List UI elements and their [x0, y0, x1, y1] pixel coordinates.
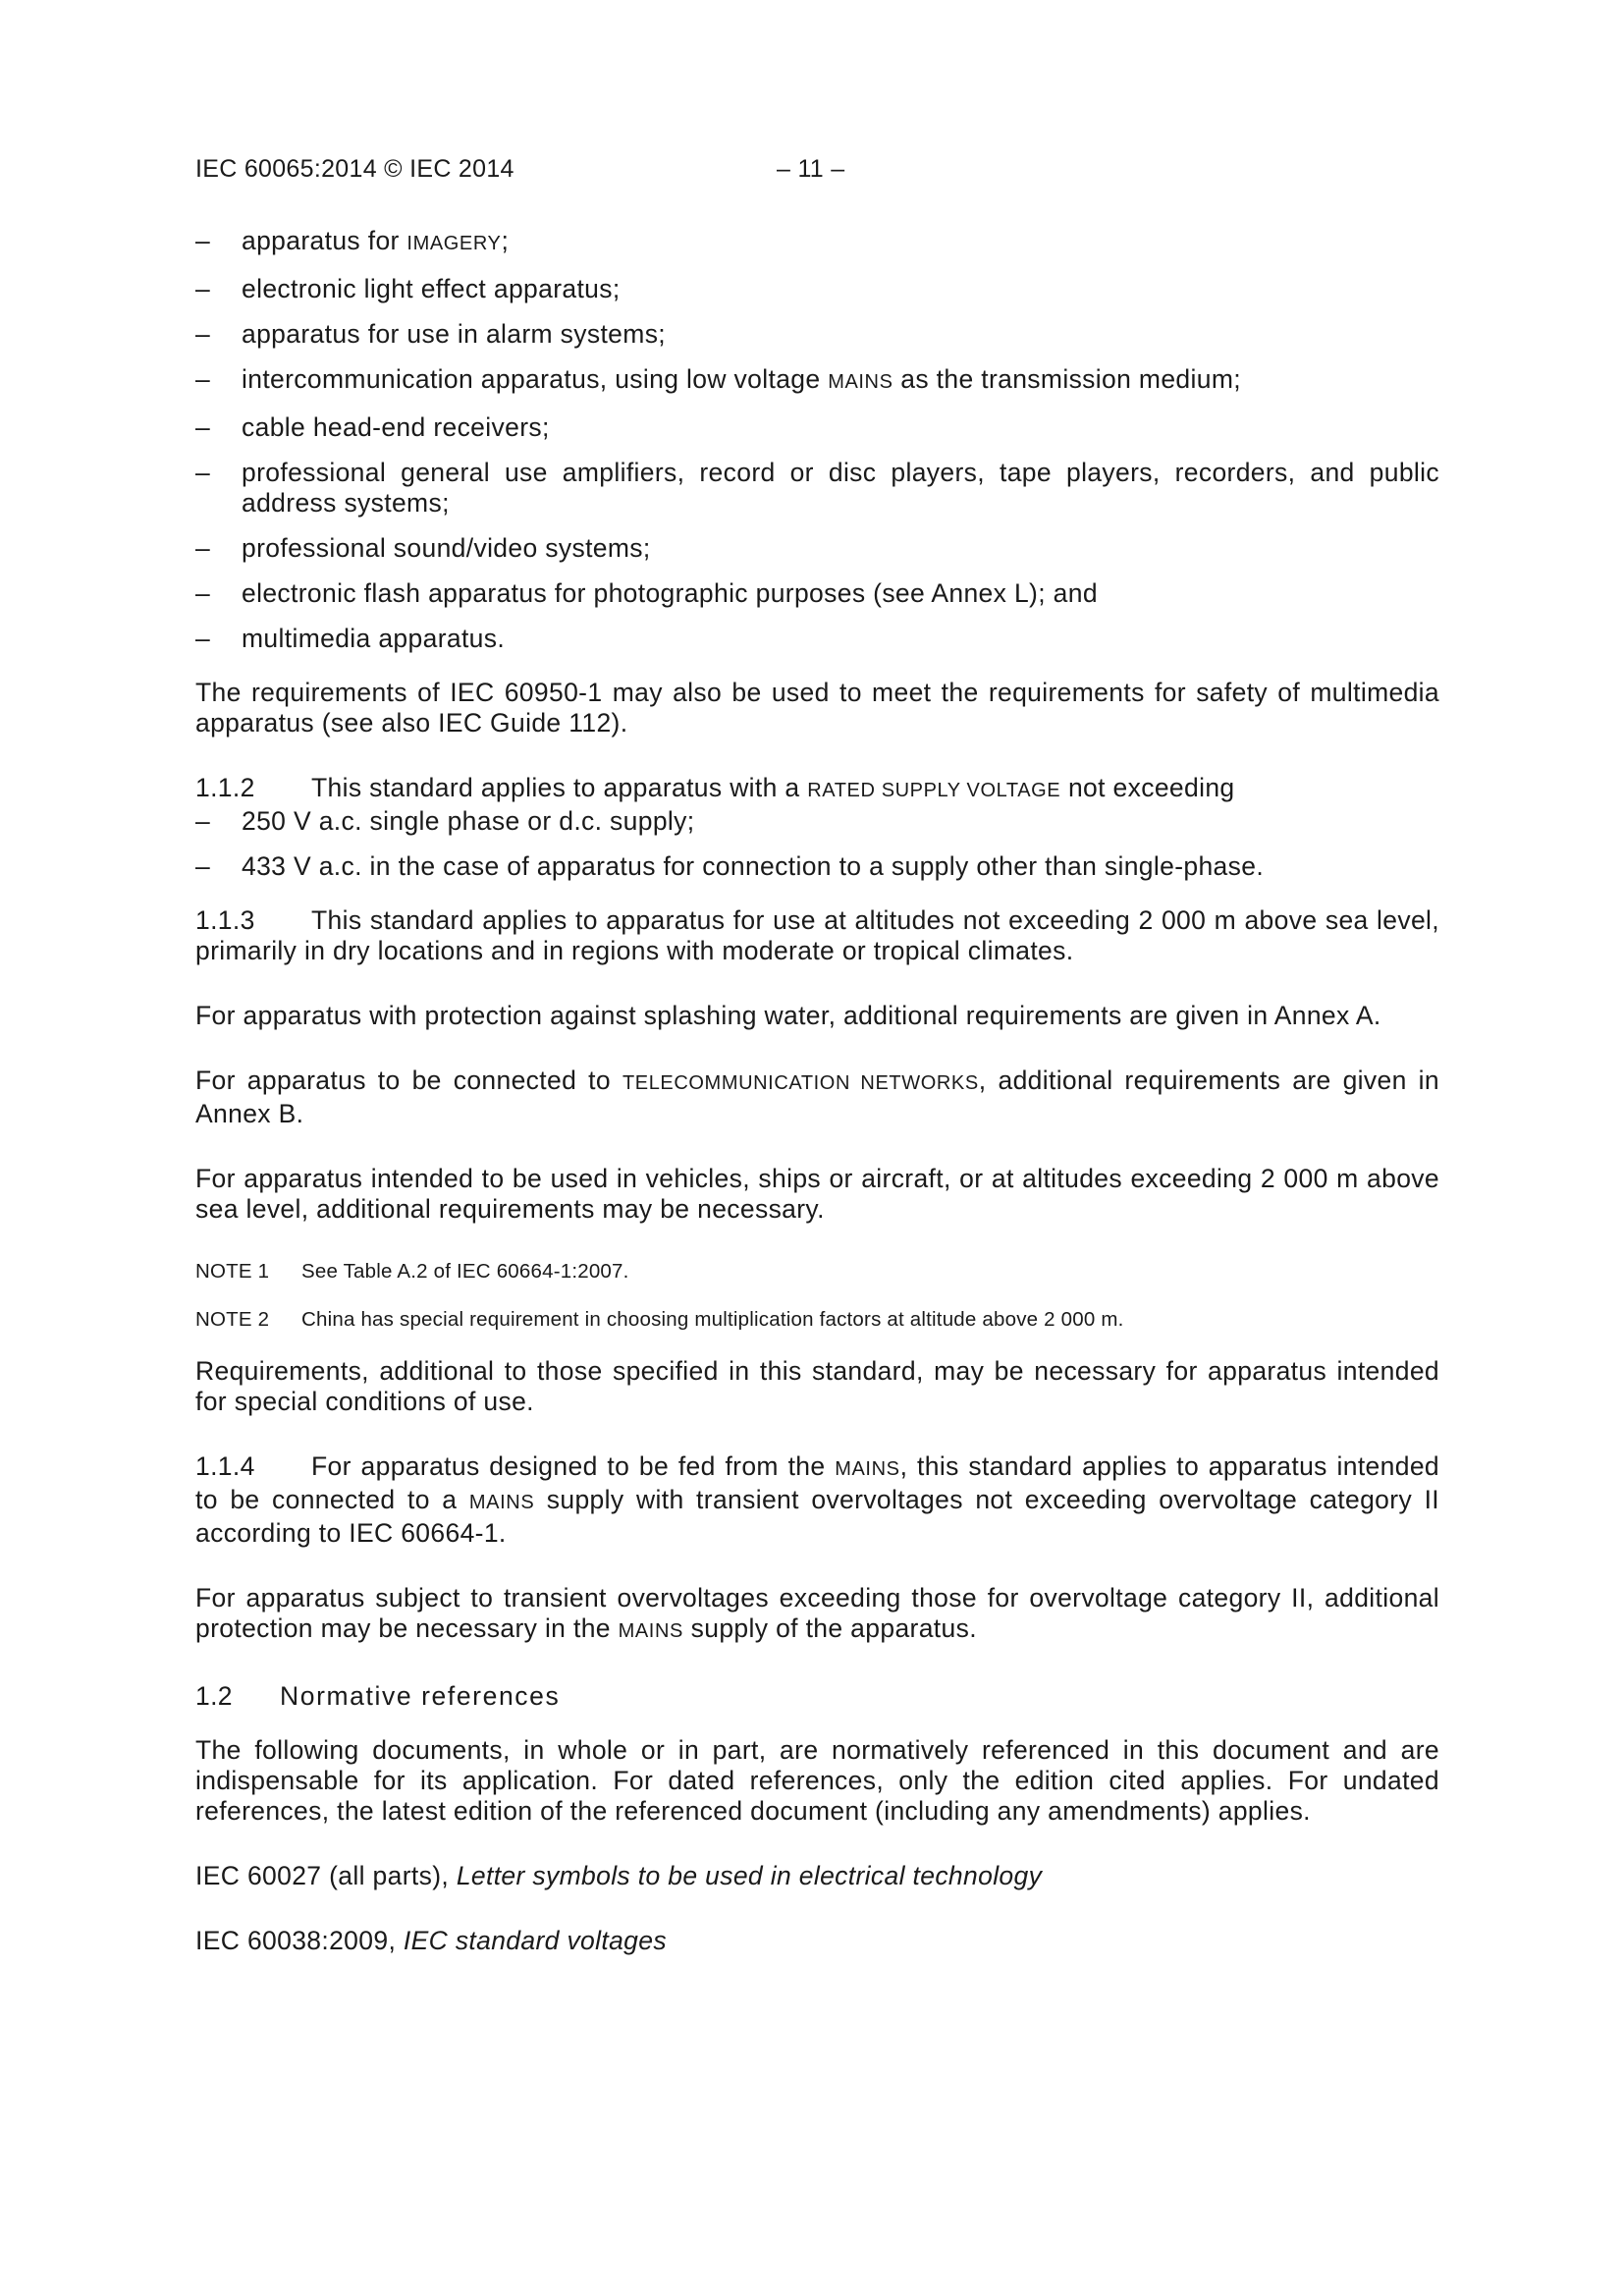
list-dash: –	[195, 578, 211, 608]
header-page-number: – 11 –	[777, 155, 845, 183]
list-item: – 433 V a.c. in the case of apparatus for connection to a supply other than single-phase.	[195, 851, 1265, 881]
list-item: – cable head-end receivers;	[195, 412, 550, 442]
clause-number: 1.1.2	[195, 773, 255, 802]
paragraph-splashing-water: For apparatus with protection against splashing water, additional requirements are given in Annex A.	[195, 1001, 1381, 1030]
apparatus-list	[195, 226, 1439, 654]
section-title: Normative references	[280, 1681, 561, 1711]
list-dash: –	[195, 412, 211, 442]
clause-1-1-3: 1.1.3 This standard applies to apparatus for use at altitudes not exceeding 2 000 m above sea level, primarily in dry locations and in regions with moderate or tropical climates.	[195, 905, 1439, 965]
list-item: – electronic flash apparatus for photographic purposes (see Annex L); and	[195, 578, 1098, 608]
note-label: NOTE 1	[195, 1260, 270, 1283]
clause-number: 1.1.3	[195, 905, 255, 935]
list-item: – professional sound/video systems;	[195, 533, 651, 563]
list-dash: –	[195, 274, 211, 303]
defined-term: MAINS	[835, 1458, 900, 1480]
reference-iec-60038	[195, 1926, 1439, 1956]
list-item: – 250 V a.c. single phase or d.c. supply;	[195, 806, 695, 836]
list-item: – professional general use amplifiers, record or disc players, tape players, recorders, and public address systems;	[195, 458, 1439, 518]
section-number: 1.2	[195, 1681, 233, 1711]
defined-term: MAINS	[468, 1492, 535, 1513]
reference-id: IEC 60027 (all parts),	[195, 1861, 457, 1890]
clause-1-1-4: 1.1.4 For apparatus designed to be fed from the MAINS, this standard applies to apparatus intended to be connected to a MAINS supply with transient overvoltages not exceeding overvoltage category II according to IEC 60664-1.	[195, 1451, 1439, 1548]
defined-term: MAINS	[828, 371, 893, 393]
paragraph-transient-overvoltages: For apparatus subject to transient overvoltages exceeding those for overvoltage category II, additional protection may be necessary in the MAINS supply of the apparatus.	[195, 1583, 1439, 1643]
list-dash: –	[195, 226, 211, 255]
page-header	[195, 155, 1439, 189]
list-dash: –	[195, 319, 211, 349]
paragraph-special-conditions: Requirements, additional to those specified in this standard, may be necessary for apparatus intended for special conditions of use.	[195, 1356, 1439, 1416]
note-label: NOTE 2	[195, 1308, 270, 1331]
list-item: – apparatus for use in alarm systems;	[195, 319, 667, 349]
reference-title: IEC standard voltages	[403, 1926, 667, 1955]
defined-term: IMAGERY	[406, 233, 502, 254]
list-item: – electronic light effect apparatus;	[195, 274, 621, 303]
list-dash: –	[195, 806, 211, 836]
list-dash: –	[195, 364, 211, 394]
page-content	[195, 226, 1439, 1956]
reference-id: IEC 60038:2009,	[195, 1926, 404, 1955]
clause-1-1-2: 1.1.2 This standard applies to apparatus with a RATED SUPPLY VOLTAGE not exceeding	[195, 773, 1235, 802]
list-item: – multimedia apparatus.	[195, 624, 506, 653]
note-2: NOTE 2 China has special requirement in choosing multiplication factors at altitude above 2 000 m.	[195, 1308, 1124, 1331]
list-dash: –	[195, 458, 211, 487]
paragraph-vehicles: For apparatus intended to be used in vehicles, ships or aircraft, or at altitudes exceeding 2 000 m above sea level, additional requirements may be necessary.	[195, 1164, 1439, 1224]
reference-title: Letter symbols to be used in electrical technology	[456, 1861, 1043, 1890]
list-dash: –	[195, 624, 211, 653]
paragraph-telecom: For apparatus to be connected to TELECOMMUNICATION NETWORKS, additional requirements are given in Annex B.	[195, 1066, 1439, 1128]
defined-term: RATED SUPPLY VOLTAGE	[807, 780, 1061, 801]
defined-term: MAINS	[618, 1620, 683, 1642]
note-1: NOTE 1 See Table A.2 of IEC 60664-1:2007.	[195, 1260, 629, 1283]
paragraph-iec-60950: The requirements of IEC 60950-1 may also be used to meet the requirements for safety of multimedia apparatus (see also IEC Guide 112).	[195, 678, 1439, 738]
voltage-list	[195, 806, 1439, 882]
list-item: – intercommunication apparatus, using low voltage MAINS as the transmission medium;	[195, 364, 1241, 394]
list-dash: –	[195, 851, 211, 881]
section-heading-1-2	[195, 1681, 1439, 1712]
list-item: – apparatus for IMAGERY;	[195, 226, 510, 255]
reference-iec-60027	[195, 1861, 1439, 1891]
paragraph-normative-references: The following documents, in whole or in part, are normatively referenced in this document and are indispensable for its application. For dated references, only the edition cited applies. For undated references, the latest edition of the referenced document (including any amendments) applies.	[195, 1735, 1439, 1826]
clause-number: 1.1.4	[195, 1451, 255, 1481]
header-standard-id: IEC 60065:2014 © IEC 2014	[195, 155, 514, 183]
defined-term: TELECOMMUNICATION NETWORKS	[622, 1072, 979, 1094]
list-dash: –	[195, 533, 211, 563]
